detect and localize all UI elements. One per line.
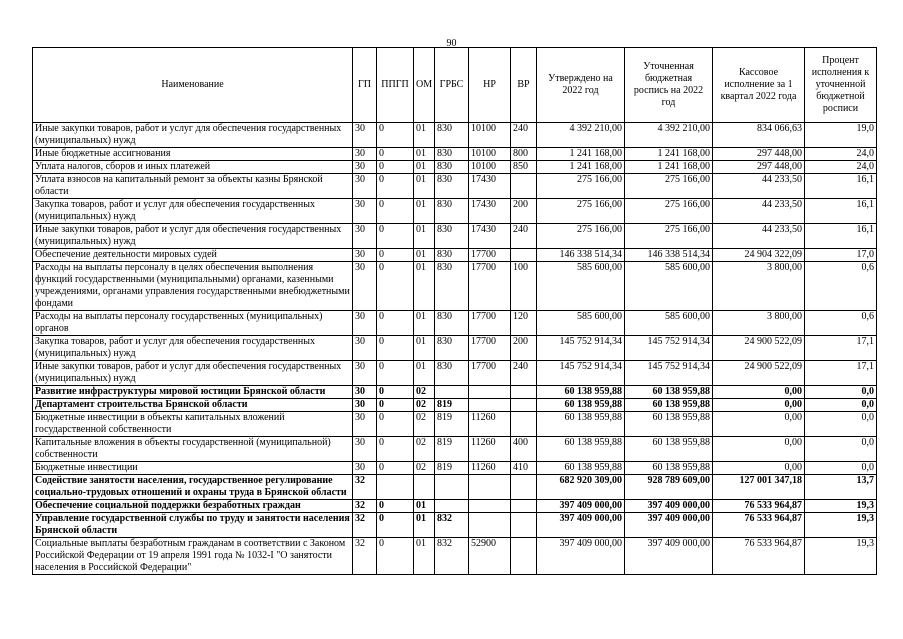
- cell-refined: 397 409 000,00: [625, 513, 713, 538]
- cell-cash: 44 233,50: [713, 174, 805, 199]
- cell-gp: 30: [353, 336, 377, 361]
- cell-refined: 928 789 609,00: [625, 475, 713, 500]
- cell-approved: 1 241 168,00: [537, 161, 625, 174]
- cell-om: 02: [414, 386, 435, 399]
- cell-np: 17430: [469, 174, 511, 199]
- cell-percent: 24,0: [805, 148, 877, 161]
- cell-approved: 146 338 514,34: [537, 249, 625, 262]
- cell-np: 11260: [469, 462, 511, 475]
- page-number: 90: [446, 38, 457, 49]
- cell-gp: 32: [353, 538, 377, 575]
- cell-gp: 30: [353, 161, 377, 174]
- cell-ppgp: 0: [377, 500, 414, 513]
- table-row: [33, 475, 877, 500]
- cell-name: Иные закупки товаров, работ и услуг для обеспечения государственных (муниципальных) нужд: [33, 224, 353, 249]
- cell-np: [469, 386, 511, 399]
- cell-approved: 145 752 914,34: [537, 361, 625, 386]
- cell-name: Закупка товаров, работ и услуг для обеспечения государственных (муниципальных) нужд: [33, 336, 353, 361]
- cell-om: 01: [414, 262, 435, 311]
- cell-name: Социальные выплаты безработным гражданам в соответствии с Законом Российской Федерации от 19 апреля 1991 года № 1032-I "О занятости населения в Российской Федерации": [33, 538, 353, 575]
- table-row: [33, 199, 877, 224]
- cell-percent: 19,3: [805, 538, 877, 575]
- cell-cash: 76 533 964,87: [713, 513, 805, 538]
- cell-om: 01: [414, 174, 435, 199]
- cell-vr: [511, 399, 537, 412]
- cell-grbs: [435, 386, 469, 399]
- cell-name: Обеспечение социальной поддержки безработных граждан: [33, 500, 353, 513]
- cell-ppgp: 0: [377, 161, 414, 174]
- cell-refined: 1 241 168,00: [625, 161, 713, 174]
- cell-cash: 44 233,50: [713, 224, 805, 249]
- cell-gp: 30: [353, 399, 377, 412]
- cell-cash: 127 001 347,18: [713, 475, 805, 500]
- cell-vr: [511, 412, 537, 437]
- cell-refined: 585 600,00: [625, 311, 713, 336]
- cell-gp: 30: [353, 262, 377, 311]
- cell-refined: 1 241 168,00: [625, 148, 713, 161]
- header-grbs: ГРБС: [435, 48, 469, 123]
- table-row: [33, 412, 877, 437]
- cell-np: 10100: [469, 161, 511, 174]
- table-row: [33, 513, 877, 538]
- cell-ppgp: [377, 475, 414, 500]
- cell-approved: 682 920 309,00: [537, 475, 625, 500]
- cell-grbs: 819: [435, 412, 469, 437]
- table-row: [33, 161, 877, 174]
- cell-grbs: 830: [435, 262, 469, 311]
- cell-cash: 3 800,00: [713, 311, 805, 336]
- cell-gp: 30: [353, 462, 377, 475]
- cell-grbs: 819: [435, 462, 469, 475]
- table-row: [33, 336, 877, 361]
- table-header-row: [33, 48, 877, 123]
- cell-percent: 0,0: [805, 386, 877, 399]
- cell-vr: 200: [511, 199, 537, 224]
- cell-vr: [511, 249, 537, 262]
- cell-percent: 0,0: [805, 399, 877, 412]
- cell-ppgp: 0: [377, 437, 414, 462]
- cell-gp: 30: [353, 412, 377, 437]
- cell-om: 02: [414, 437, 435, 462]
- cell-percent: 0,0: [805, 412, 877, 437]
- cell-om: 01: [414, 199, 435, 224]
- cell-percent: 0,0: [805, 437, 877, 462]
- header-ppgp: ППГП: [377, 48, 414, 123]
- header-name: Наименование: [33, 48, 353, 123]
- cell-gp: 30: [353, 386, 377, 399]
- table-row: [33, 437, 877, 462]
- cell-name: Расходы на выплаты персоналу государственных (муниципальных) органов: [33, 311, 353, 336]
- cell-vr: 850: [511, 161, 537, 174]
- cell-cash: 24 900 522,09: [713, 361, 805, 386]
- cell-percent: 24,0: [805, 161, 877, 174]
- cell-om: 02: [414, 412, 435, 437]
- cell-percent: 0,0: [805, 462, 877, 475]
- cell-vr: 400: [511, 437, 537, 462]
- cell-percent: 16,1: [805, 224, 877, 249]
- cell-percent: 0,6: [805, 262, 877, 311]
- cell-ppgp: 0: [377, 361, 414, 386]
- cell-ppgp: 0: [377, 538, 414, 575]
- cell-np: 17700: [469, 311, 511, 336]
- cell-percent: 17,1: [805, 336, 877, 361]
- cell-gp: 32: [353, 513, 377, 538]
- cell-percent: 16,1: [805, 199, 877, 224]
- cell-ppgp: 0: [377, 199, 414, 224]
- cell-om: 01: [414, 538, 435, 575]
- cell-name: Департамент строительства Брянской области: [33, 399, 353, 412]
- cell-cash: 0,00: [713, 399, 805, 412]
- cell-cash: 44 233,50: [713, 199, 805, 224]
- cell-vr: 100: [511, 262, 537, 311]
- cell-gp: 30: [353, 224, 377, 249]
- cell-refined: 397 409 000,00: [625, 538, 713, 575]
- cell-om: 01: [414, 224, 435, 249]
- cell-np: [469, 475, 511, 500]
- cell-cash: 834 066,63: [713, 123, 805, 148]
- cell-ppgp: 0: [377, 174, 414, 199]
- table-row: [33, 538, 877, 575]
- cell-percent: 19,3: [805, 513, 877, 538]
- cell-np: 17700: [469, 249, 511, 262]
- cell-cash: 24 900 522,09: [713, 336, 805, 361]
- cell-cash: 0,00: [713, 412, 805, 437]
- cell-np: 17430: [469, 199, 511, 224]
- cell-ppgp: 0: [377, 123, 414, 148]
- cell-om: 01: [414, 513, 435, 538]
- cell-refined: 146 338 514,34: [625, 249, 713, 262]
- cell-gp: 30: [353, 199, 377, 224]
- table-row: [33, 262, 877, 311]
- cell-approved: 275 166,00: [537, 174, 625, 199]
- cell-np: 52900: [469, 538, 511, 575]
- cell-name: Уплата налогов, сборов и иных платежей: [33, 161, 353, 174]
- cell-grbs: 832: [435, 513, 469, 538]
- cell-approved: 4 392 210,00: [537, 123, 625, 148]
- table-row: [33, 361, 877, 386]
- cell-name: Иные бюджетные ассигнования: [33, 148, 353, 161]
- cell-refined: 145 752 914,34: [625, 336, 713, 361]
- cell-gp: 30: [353, 361, 377, 386]
- cell-ppgp: 0: [377, 311, 414, 336]
- cell-vr: [511, 513, 537, 538]
- table-row: [33, 386, 877, 399]
- cell-refined: 4 392 210,00: [625, 123, 713, 148]
- cell-om: 01: [414, 500, 435, 513]
- table-row: [33, 249, 877, 262]
- cell-name: Развитие инфраструктуры мировой юстиции Брянской области: [33, 386, 353, 399]
- cell-cash: 0,00: [713, 386, 805, 399]
- cell-ppgp: 0: [377, 386, 414, 399]
- cell-gp: 32: [353, 500, 377, 513]
- cell-name: Обеспечение деятельности мировых судей: [33, 249, 353, 262]
- cell-om: 01: [414, 161, 435, 174]
- table-row: [33, 311, 877, 336]
- cell-name: Бюджетные инвестиции в объекты капитальных вложений государственной собственности: [33, 412, 353, 437]
- cell-cash: 76 533 964,87: [713, 500, 805, 513]
- cell-grbs: 830: [435, 224, 469, 249]
- cell-om: 01: [414, 148, 435, 161]
- cell-gp: 30: [353, 249, 377, 262]
- cell-approved: 585 600,00: [537, 262, 625, 311]
- cell-grbs: 830: [435, 361, 469, 386]
- cell-approved: 145 752 914,34: [537, 336, 625, 361]
- table-row: [33, 462, 877, 475]
- cell-refined: 397 409 000,00: [625, 500, 713, 513]
- cell-ppgp: 0: [377, 399, 414, 412]
- cell-np: [469, 513, 511, 538]
- cell-approved: 397 409 000,00: [537, 500, 625, 513]
- cell-percent: 17,0: [805, 249, 877, 262]
- cell-ppgp: 0: [377, 513, 414, 538]
- cell-vr: 240: [511, 224, 537, 249]
- cell-percent: 16,1: [805, 174, 877, 199]
- cell-name: Управление государственной службы по труду и занятости населения Брянской области: [33, 513, 353, 538]
- cell-cash: 0,00: [713, 462, 805, 475]
- cell-gp: 32: [353, 475, 377, 500]
- cell-cash: 297 448,00: [713, 148, 805, 161]
- header-refined: Уточненная бюджетная роспись на 2022 год: [625, 48, 713, 123]
- cell-vr: 200: [511, 336, 537, 361]
- cell-name: Закупка товаров, работ и услуг для обеспечения государственных (муниципальных) нужд: [33, 199, 353, 224]
- header-vr: ВР: [511, 48, 537, 123]
- cell-grbs: 830: [435, 336, 469, 361]
- cell-np: [469, 399, 511, 412]
- cell-approved: 60 138 959,88: [537, 386, 625, 399]
- cell-ppgp: 0: [377, 262, 414, 311]
- table-row: [33, 224, 877, 249]
- cell-refined: 275 166,00: [625, 199, 713, 224]
- cell-grbs: [435, 475, 469, 500]
- cell-vr: [511, 386, 537, 399]
- cell-approved: 60 138 959,88: [537, 462, 625, 475]
- cell-approved: 397 409 000,00: [537, 538, 625, 575]
- cell-name: Иные закупки товаров, работ и услуг для обеспечения государственных (муниципальных) нужд: [33, 123, 353, 148]
- cell-gp: 30: [353, 311, 377, 336]
- cell-name: Бюджетные инвестиции: [33, 462, 353, 475]
- cell-approved: 275 166,00: [537, 224, 625, 249]
- cell-name: Расходы на выплаты персоналу в целях обеспечения выполнения функций государственными (муниципальными) органами, казенными учреждениями, органами управления государственными внебюджетными фондами: [33, 262, 353, 311]
- cell-np: 11260: [469, 437, 511, 462]
- cell-np: 11260: [469, 412, 511, 437]
- cell-vr: [511, 500, 537, 513]
- cell-refined: 60 138 959,88: [625, 412, 713, 437]
- cell-refined: 275 166,00: [625, 174, 713, 199]
- cell-np: 10100: [469, 148, 511, 161]
- cell-np: 17700: [469, 262, 511, 311]
- cell-om: 02: [414, 399, 435, 412]
- cell-cash: 76 533 964,87: [713, 538, 805, 575]
- cell-refined: 60 138 959,88: [625, 399, 713, 412]
- table-row: [33, 123, 877, 148]
- cell-vr: 800: [511, 148, 537, 161]
- cell-name: Иные закупки товаров, работ и услуг для обеспечения государственных (муниципальных) нужд: [33, 361, 353, 386]
- cell-refined: 60 138 959,88: [625, 462, 713, 475]
- cell-percent: 19,3: [805, 500, 877, 513]
- cell-grbs: 830: [435, 123, 469, 148]
- cell-ppgp: 0: [377, 249, 414, 262]
- cell-ppgp: 0: [377, 336, 414, 361]
- table-row: [33, 174, 877, 199]
- cell-cash: 3 800,00: [713, 262, 805, 311]
- cell-np: 17700: [469, 336, 511, 361]
- cell-gp: 30: [353, 437, 377, 462]
- cell-ppgp: 0: [377, 224, 414, 249]
- header-np: НР: [469, 48, 511, 123]
- cell-om: 01: [414, 361, 435, 386]
- cell-refined: 60 138 959,88: [625, 386, 713, 399]
- cell-approved: 60 138 959,88: [537, 399, 625, 412]
- table-body: [33, 123, 877, 575]
- cell-approved: 275 166,00: [537, 199, 625, 224]
- cell-percent: 13,7: [805, 475, 877, 500]
- cell-grbs: 819: [435, 437, 469, 462]
- cell-grbs: 830: [435, 148, 469, 161]
- header-cash: Кассовое исполнение за 1 квартал 2022 года: [713, 48, 805, 123]
- cell-om: 01: [414, 336, 435, 361]
- cell-ppgp: 0: [377, 462, 414, 475]
- cell-ppgp: 0: [377, 412, 414, 437]
- table-row: [33, 399, 877, 412]
- cell-vr: [511, 174, 537, 199]
- cell-percent: 0,6: [805, 311, 877, 336]
- cell-percent: 17,1: [805, 361, 877, 386]
- cell-vr: 240: [511, 361, 537, 386]
- cell-approved: 397 409 000,00: [537, 513, 625, 538]
- cell-grbs: 830: [435, 174, 469, 199]
- cell-gp: 30: [353, 123, 377, 148]
- cell-np: [469, 500, 511, 513]
- cell-om: 01: [414, 311, 435, 336]
- header-percent: Процент исполнения к уточненной бюджетной росписи: [805, 48, 877, 123]
- cell-grbs: 832: [435, 538, 469, 575]
- cell-om: 02: [414, 462, 435, 475]
- cell-vr: 120: [511, 311, 537, 336]
- cell-approved: 60 138 959,88: [537, 437, 625, 462]
- cell-refined: 275 166,00: [625, 224, 713, 249]
- cell-om: 01: [414, 249, 435, 262]
- cell-gp: 30: [353, 148, 377, 161]
- cell-om: 01: [414, 123, 435, 148]
- cell-refined: 60 138 959,88: [625, 437, 713, 462]
- cell-approved: 585 600,00: [537, 311, 625, 336]
- cell-grbs: 830: [435, 161, 469, 174]
- cell-grbs: 819: [435, 399, 469, 412]
- header-gp: ГП: [353, 48, 377, 123]
- cell-vr: [511, 475, 537, 500]
- cell-np: 10100: [469, 123, 511, 148]
- cell-vr: 240: [511, 123, 537, 148]
- cell-cash: 297 448,00: [713, 161, 805, 174]
- cell-name: Уплата взносов на капитальный ремонт за объекты казны Брянской области: [33, 174, 353, 199]
- cell-grbs: [435, 500, 469, 513]
- cell-ppgp: 0: [377, 148, 414, 161]
- budget-table: [32, 47, 877, 575]
- cell-grbs: 830: [435, 311, 469, 336]
- cell-gp: 30: [353, 174, 377, 199]
- header-om: ОМ: [414, 48, 435, 123]
- cell-vr: 410: [511, 462, 537, 475]
- table-row: [33, 500, 877, 513]
- cell-percent: 19,0: [805, 123, 877, 148]
- table-row: [33, 148, 877, 161]
- cell-refined: 585 600,00: [625, 262, 713, 311]
- cell-np: 17700: [469, 361, 511, 386]
- cell-cash: 0,00: [713, 437, 805, 462]
- cell-om: [414, 475, 435, 500]
- cell-name: Капитальные вложения в объекты государственной (муниципальной) собственности: [33, 437, 353, 462]
- cell-vr: [511, 538, 537, 575]
- cell-cash: 24 904 322,09: [713, 249, 805, 262]
- cell-grbs: 830: [435, 199, 469, 224]
- cell-grbs: 830: [435, 249, 469, 262]
- cell-name: Содействие занятости населения, государственное регулирование социально-трудовых отношений и охраны труда в Брянской области: [33, 475, 353, 500]
- cell-approved: 1 241 168,00: [537, 148, 625, 161]
- cell-np: 17430: [469, 224, 511, 249]
- cell-refined: 145 752 914,34: [625, 361, 713, 386]
- header-approved: Утверждено на 2022 год: [537, 48, 625, 123]
- cell-approved: 60 138 959,88: [537, 412, 625, 437]
